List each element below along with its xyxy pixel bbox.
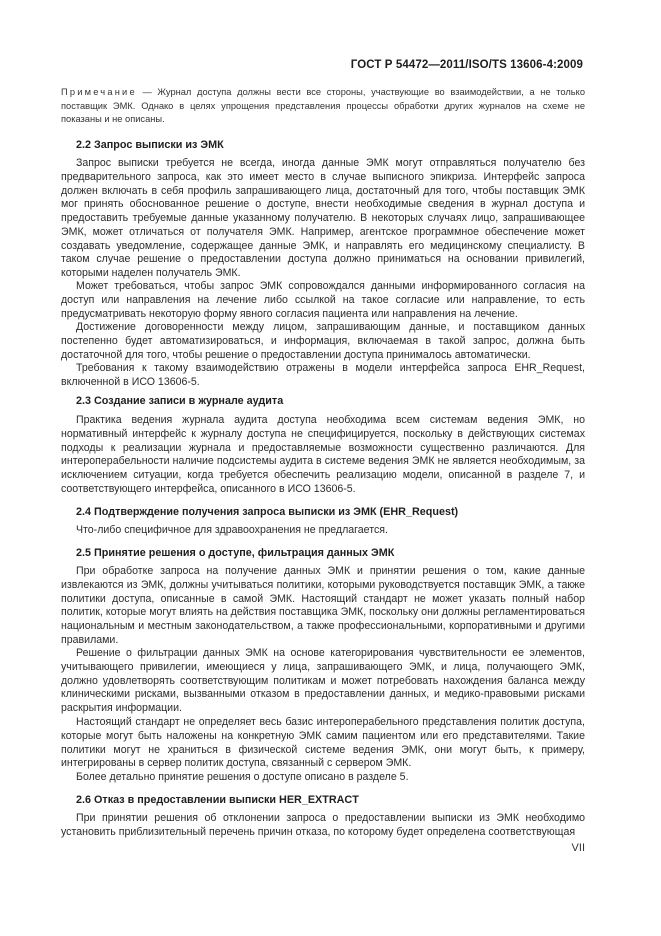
paragraph: Настоящий стандарт не определяет весь базис интероперабельного представления политик доступа, которые могут быть наложены на конкретную ЭМК самим пациентом или его представителями. Такие политики могут не храниться в физической системе ведения ЭМК, они могут быть, к примеру, интегрированы в сервер политик доступа, связанный с сервером ЭМК. <box>61 716 585 770</box>
paragraph: Практика ведения журнала аудита доступа необходима всем системам ведения ЭМК, но нормативный интерфейс к журналу доступа не специфицируется, поскольку в действующих системах подходы к реализации журнала и предоставляемые возможности существенно различаются. Для интероперабельности наличие подсистемы аудита в системе ведения ЭМК не является необходимым, за исключением ситуации, когда требуется обеспечить реализацию модели, описанной в разделе 7, и соответствующего интерфейса, описанного в ИСО 13606-5. <box>61 414 585 495</box>
paragraph: Достижение договоренности между лицом, запрашивающим данные, и поставщиком данных постепенно будет автоматизироваться, и информация, включаемая в такой запрос, должна быть достаточной для того, чтобы решение о предоставлении доступа принималось автоматически. <box>61 321 585 361</box>
page-header: ГОСТ Р 54472—2011/ISO/TS 13606-4:2009 <box>350 59 583 71</box>
section-heading-2-6: 2.6 Отказ в предоставлении выписки HER_EXTRACT <box>76 794 359 806</box>
paragraph: Запрос выписки требуется не всегда, иногда данные ЭМК могут отправляться получателю без предварительного запроса, как это имеет место в случае выписного эпикриза. Интерфейс запроса должен включать в себя профиль запрашивающего лица, достаточный для того, чтобы поставщик ЭМК мог принять обоснованное решение о доступе, внести необходимые сведения в журнал доступа и предоставить требуемые данные указанному получателю. В некоторых случаях лицо, запрашивающее ЭМК, может отличаться от получателя ЭМК. Например, агентское программное обеспечение может создавать уведомление, содержащее данные ЭМК, и направлять его медицинскому специалисту. В таком случае решение о предоставлении доступа должно приниматься на основании привилегий, которыми наделен получатель ЭМК. <box>61 157 585 279</box>
paragraph: Что-либо специфичное для здравоохранения не предлагается. <box>76 524 388 536</box>
section-heading-2-2: 2.2 Запрос выписки из ЭМК <box>76 139 224 151</box>
note-text: — Журнал доступа должны вести все стороны, участвующие во взаимодействии, а не только поставщик ЭМК. Однако в целях упрощения представления процессы обработки других журналов на схеме не показаны и не описаны. <box>61 87 585 125</box>
paragraph: При обработке запроса на получение данных ЭМК и принятии решения о том, какие данные извлекаются из ЭМК, должны учитываться политики, которыми руководствуется поставщик ЭМК, а также политики доступа, описанные в самой ЭМК. Настоящий стандарт не может указать полный набор политик, которые могут влиять на действия поставщика ЭМК, поскольку они должны регламентироваться национальным и местным законодательством, а также профессиональными, корпоративными и другими правилами. <box>61 565 585 646</box>
note-lead: Примечание <box>61 87 137 97</box>
paragraph: Более детально принятие решения о доступе описано в разделе 5. <box>76 771 409 783</box>
paragraph: При принятии решения об отклонении запроса о предоставлении выписки из ЭМК необходимо установить приблизительный перечень причин отказа, по которому будет определена соответствующая <box>61 812 585 838</box>
page-number: VII <box>571 842 585 854</box>
section-heading-2-4: 2.4 Подтверждение получения запроса выписки из ЭМК (EHR_Request) <box>76 506 459 518</box>
paragraph: Решение о фильтрации данных ЭМК на основе категорирования чувствительности ее элементов, учитывающего привилегии, имеющиеся у лица, запрашивающего ЭМК, и лица, получающего ЭМК, должно удовлетворять соответствующим политикам и может потребовать нахождения баланса между клиническими рисками, вызванными отказом в предоставлении данных, и медико-правовыми рисками раскрытия информации. <box>61 647 585 714</box>
note-paragraph <box>61 86 585 127</box>
section-heading-2-5: 2.5 Принятие решения о доступе, фильтрация данных ЭМК <box>76 547 395 559</box>
section-heading-2-3: 2.3 Создание записи в журнале аудита <box>76 395 284 407</box>
paragraph: Требования к такому взаимодействию отражены в модели интерфейса запроса EHR_Request, включенной в ИСО 13606-5. <box>61 362 585 388</box>
paragraph: Может требоваться, чтобы запрос ЭМК сопровождался данными информированного согласия на доступ или направления на лечение либо ссылкой на такое согласие или направление, то есть предусматривать некоторую форму явного согласия пациента или направления на лечение. <box>61 280 585 320</box>
